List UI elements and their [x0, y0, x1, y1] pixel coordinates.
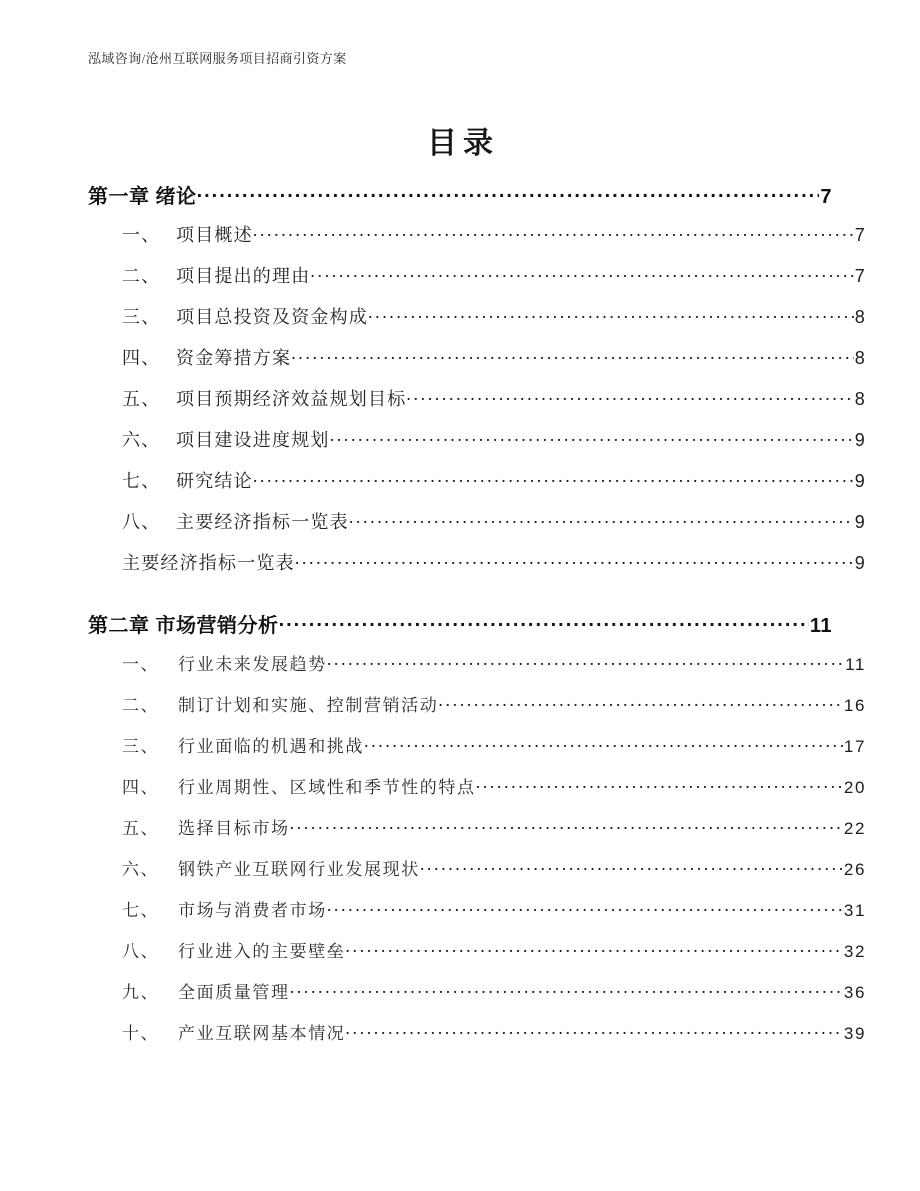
- toc-dot-leader: [290, 981, 843, 998]
- toc-entry-section[interactable]: [88, 855, 866, 896]
- toc-entry-number: 六、: [122, 430, 161, 450]
- toc-entry-label: [122, 773, 476, 798]
- toc-entry-number: 十、: [122, 1024, 160, 1043]
- toc-entry-number: 三、: [122, 307, 161, 327]
- toc-dot-leader: [295, 551, 854, 569]
- toc-entry-text: 制订计划和实施、控制营销活动: [178, 696, 439, 715]
- toc-entry-number: 二、: [122, 266, 161, 286]
- toc-entry-page-number: 11: [845, 655, 866, 674]
- toc-dot-leader: [197, 183, 820, 203]
- toc-entry-number: 一、: [122, 655, 160, 674]
- toc-entry-page-number: 7: [854, 266, 866, 286]
- toc-entry-section[interactable]: [88, 732, 866, 773]
- toc-entry-text: 主要经济指标一览表: [176, 512, 349, 532]
- toc-entry-section[interactable]: [88, 344, 866, 385]
- toc-entry-text: 研究结论: [176, 471, 253, 491]
- toc-entry-label: [122, 896, 327, 921]
- toc-dot-leader: [345, 940, 842, 957]
- toc-entry-label: [122, 855, 420, 880]
- toc-entry-text: 行业周期性、区域性和季节性的特点: [178, 778, 476, 797]
- toc-entry-section[interactable]: [88, 221, 866, 262]
- toc-entry-page-number: 26: [843, 860, 866, 879]
- toc-entry-page-number: 39: [843, 1024, 866, 1043]
- toc-entry-section[interactable]: [88, 896, 866, 937]
- toc-entry-number: 六、: [122, 860, 160, 879]
- toc-entry-section[interactable]: [88, 814, 866, 855]
- toc-entry-page-number: 36: [843, 983, 866, 1002]
- toc-entry-section[interactable]: [88, 773, 866, 814]
- toc-dot-leader: [327, 653, 844, 670]
- toc-entry-text: 全面质量管理: [178, 983, 290, 1002]
- toc-dot-leader: [253, 469, 854, 487]
- toc-entry-page-number: 9: [854, 553, 866, 573]
- toc-entry-section[interactable]: [88, 303, 866, 344]
- toc-entry-number: 一、: [122, 225, 161, 245]
- toc-dot-leader: [327, 899, 843, 916]
- toc-entry-number: 五、: [122, 389, 161, 409]
- toc-dot-leader: [349, 510, 854, 528]
- toc-entry-section[interactable]: [88, 978, 866, 1019]
- toc-dot-leader: [476, 776, 843, 793]
- toc-entry-text: 行业面临的机遇和挑战: [178, 737, 364, 756]
- toc-entry-page-number: 8: [854, 307, 866, 327]
- toc-dot-leader: [290, 817, 843, 834]
- toc-entry-label: [122, 262, 310, 288]
- toc-entry-section[interactable]: [88, 650, 866, 691]
- toc-entry-text: 项目提出的理由: [176, 266, 311, 286]
- toc-entry-label: 主要经济指标一览表: [122, 553, 295, 573]
- toc-entry-page-number: 31: [843, 901, 866, 920]
- toc-entry-caption[interactable]: [88, 549, 866, 590]
- toc-entry-section[interactable]: [88, 385, 866, 426]
- toc-dot-leader: [279, 612, 809, 632]
- toc-entry-number: 五、: [122, 819, 160, 838]
- toc-entry-label: [122, 814, 290, 839]
- toc-entry-page-number: 9: [854, 471, 866, 491]
- toc-entry-section[interactable]: [88, 1019, 866, 1060]
- toc-entry-text: 行业进入的主要壁垒: [178, 942, 346, 961]
- toc-dot-leader: [438, 694, 842, 711]
- toc-entry-label: [122, 978, 290, 1003]
- toc-entry-text: 选择目标市场: [178, 819, 290, 838]
- toc-entry-page-number: 7: [854, 225, 866, 245]
- toc-entry-text: 项目概述: [176, 225, 253, 245]
- toc-entry-label: 第二章 市场营销分析: [88, 615, 279, 637]
- toc-entry-number: 三、: [122, 737, 160, 756]
- toc-dot-leader: [406, 387, 853, 405]
- toc-entry-text: 资金筹措方案: [176, 348, 292, 368]
- toc-entry-text: 项目建设进度规划: [176, 430, 330, 450]
- toc-entry-section[interactable]: [88, 937, 866, 978]
- toc-entry-section[interactable]: [88, 508, 866, 549]
- toc-entry-text: 市场与消费者市场: [178, 901, 327, 920]
- toc-entry-page-number: 20: [843, 778, 866, 797]
- toc-entry-label: [122, 650, 327, 675]
- toc-entry-text: 行业未来发展趋势: [178, 655, 327, 674]
- toc-entry-chapter[interactable]: [88, 609, 832, 650]
- toc-dot-leader: [345, 1022, 842, 1039]
- toc-entry-number: 七、: [122, 901, 160, 920]
- toc-entry-page-number: 7: [820, 186, 832, 208]
- toc-entry-label: [122, 508, 349, 534]
- toc-entry-label: [122, 426, 330, 452]
- toc-dot-leader: [253, 223, 854, 241]
- toc-entry-text: 钢铁产业互联网行业发展现状: [178, 860, 420, 879]
- toc-entry-page-number: 22: [843, 819, 866, 838]
- toc-entry-number: 八、: [122, 942, 160, 961]
- toc-dot-leader: [310, 264, 853, 282]
- toc-entry-page-number: 8: [854, 348, 866, 368]
- toc-dot-leader: [291, 346, 854, 364]
- toc-entry-label: [122, 691, 438, 716]
- toc-entry-label: [122, 1019, 345, 1044]
- toc-entry-page-number: 9: [854, 430, 866, 450]
- toc-dot-leader: [420, 858, 843, 875]
- toc-entry-section[interactable]: [88, 262, 866, 303]
- page-title: 目录: [427, 127, 499, 160]
- toc-entry-number: 八、: [122, 512, 161, 532]
- toc-entry-text: 产业互联网基本情况: [178, 1024, 346, 1043]
- toc-entry-label: [122, 385, 406, 411]
- running-header: 泓域咨询/沧州互联网服务项目招商引资方案: [88, 51, 347, 66]
- toc-entry-page-number: 32: [843, 942, 866, 961]
- toc-entry-number: 七、: [122, 471, 161, 491]
- toc-entry-label: [122, 303, 368, 329]
- toc-dot-leader: [368, 305, 854, 323]
- toc-entry-text: 项目预期经济效益规划目标: [176, 389, 407, 409]
- toc-entry-number: 四、: [122, 348, 161, 368]
- toc-entry-section[interactable]: [88, 691, 866, 732]
- toc-entry-page-number: 11: [809, 615, 832, 637]
- toc-dot-leader: [330, 428, 854, 446]
- toc-entry-text: 项目总投资及资金构成: [176, 307, 368, 327]
- toc-dot-leader: [364, 735, 843, 752]
- toc-entry-number: 四、: [122, 778, 160, 797]
- toc-entry-label: [122, 344, 291, 370]
- toc-entry-number: 二、: [122, 696, 160, 715]
- toc-entry-page-number: 17: [843, 737, 866, 756]
- toc-entry-section[interactable]: [88, 467, 866, 508]
- toc-spacer: [88, 590, 832, 609]
- toc-entry-page-number: 16: [843, 696, 866, 715]
- toc-entry-label: 第一章 绪论: [88, 186, 197, 208]
- toc-entry-number: 九、: [122, 983, 160, 1002]
- table-of-contents: [88, 180, 866, 1060]
- toc-entry-chapter[interactable]: [88, 180, 832, 221]
- toc-entry-page-number: 8: [854, 389, 866, 409]
- toc-entry-section[interactable]: [88, 426, 866, 467]
- toc-entry-page-number: 9: [854, 512, 866, 532]
- toc-entry-label: [122, 221, 253, 247]
- toc-entry-label: [122, 937, 345, 962]
- toc-entry-label: [122, 467, 253, 493]
- toc-entry-label: [122, 732, 364, 757]
